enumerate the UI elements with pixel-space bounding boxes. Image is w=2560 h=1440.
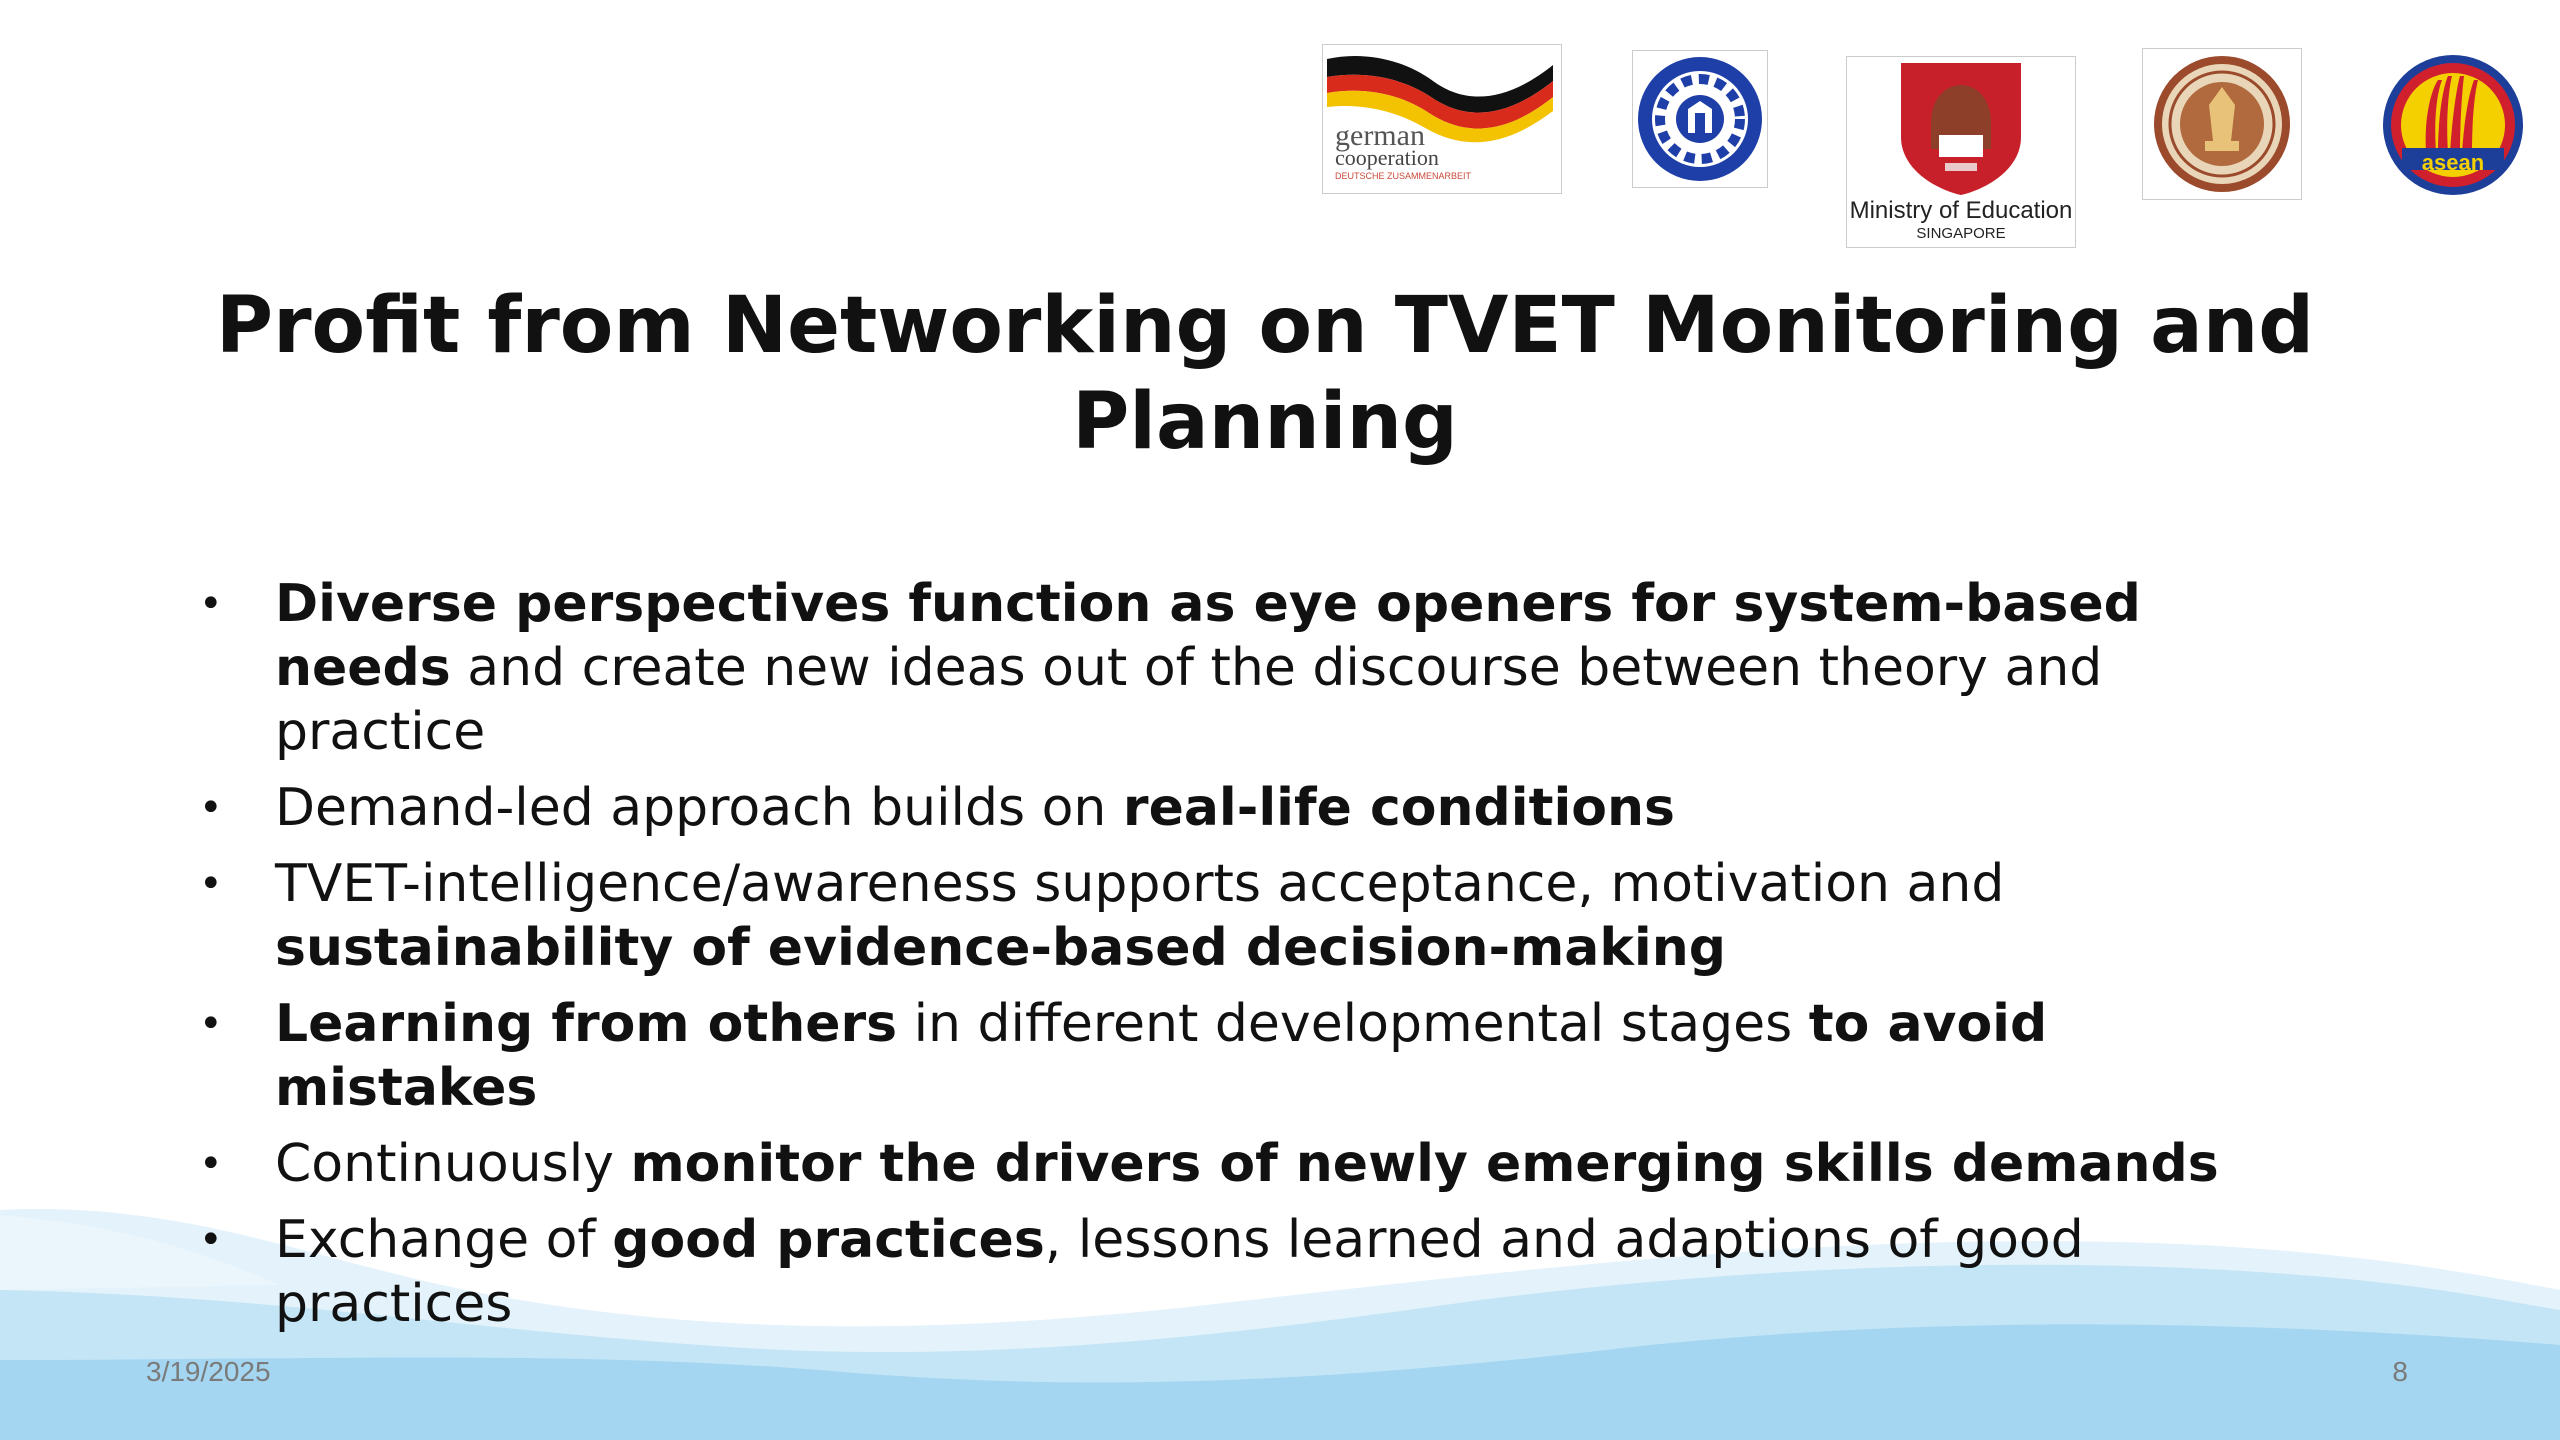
moe-crest-icon (1847, 57, 2075, 197)
bullet-text: and create new ideas out of the discourse between theory and practice (275, 638, 2103, 762)
bullet-dot-icon: • (199, 1001, 223, 1047)
bullet-dot-icon: • (199, 785, 223, 831)
bullet-item (185, 852, 2325, 980)
tesda-logo (1632, 50, 1768, 188)
bullet-text-bold: sustainability of evidence-based decision-making (275, 918, 1726, 978)
bullet-text-bold: good practices (612, 1210, 1045, 1270)
bullet-list (185, 572, 2325, 1348)
moe-sublabel: SINGAPORE (1916, 225, 2006, 242)
bullet-item (185, 572, 2325, 764)
bullet-item (185, 776, 2325, 840)
bullet-item (185, 1132, 2325, 1196)
asean-label: asean (2421, 150, 2485, 175)
bullet-text: Continuously (275, 1134, 631, 1194)
bullet-text-bold: Diverse perspectives function as eye openers for system-based needs (275, 574, 2141, 698)
bullet-text-bold: monitor the drivers of newly emerging skills demands (630, 1134, 2219, 1194)
bullet-dot-icon: • (199, 861, 223, 907)
thai-education-logo (2142, 48, 2302, 200)
german-logo-line1: german (1335, 119, 1425, 152)
bullet-text: Exchange of (275, 1210, 613, 1270)
slide-title: Profit from Networking on TVET Monitoring and Planning (215, 281, 2315, 467)
thai-education-seal-icon (2143, 49, 2301, 199)
bullet-text-bold: to avoid mistakes (275, 994, 2048, 1118)
german-logo-line3: DEUTSCHE ZUSAMMENARBEIT (1335, 171, 1472, 181)
bullet-dot-icon: • (199, 1141, 223, 1187)
bullet-text: , lessons learned and adaptions of good practices (275, 1210, 2084, 1334)
moe-label: Ministry of Education (1849, 197, 2073, 224)
bullet-text-bold: Learning from others (275, 994, 898, 1054)
bullet-text-bold: real-life conditions (1122, 778, 1675, 838)
asean-logo (2380, 52, 2526, 198)
bullet-item (185, 1208, 2325, 1336)
slide-number: 8 (2392, 1356, 2408, 1387)
tesda-seal-icon (1633, 51, 1767, 187)
german-logo-line2: cooperation (1335, 145, 1439, 170)
bullet-item (185, 992, 2325, 1120)
footer-date: 3/19/2025 (146, 1356, 271, 1387)
bullet-text: in different developmental stages (897, 994, 1809, 1054)
bullet-text: TVET-intelligence/awareness supports acceptance, motivation and (275, 854, 2005, 914)
bullet-dot-icon: • (199, 581, 223, 627)
german-cooperation-logo (1322, 44, 1562, 194)
bullet-text: Demand-led approach builds on (275, 778, 1123, 838)
bullet-dot-icon: • (199, 1217, 223, 1263)
moe-singapore-logo (1846, 56, 2076, 248)
asean-emblem-icon (2380, 52, 2526, 198)
